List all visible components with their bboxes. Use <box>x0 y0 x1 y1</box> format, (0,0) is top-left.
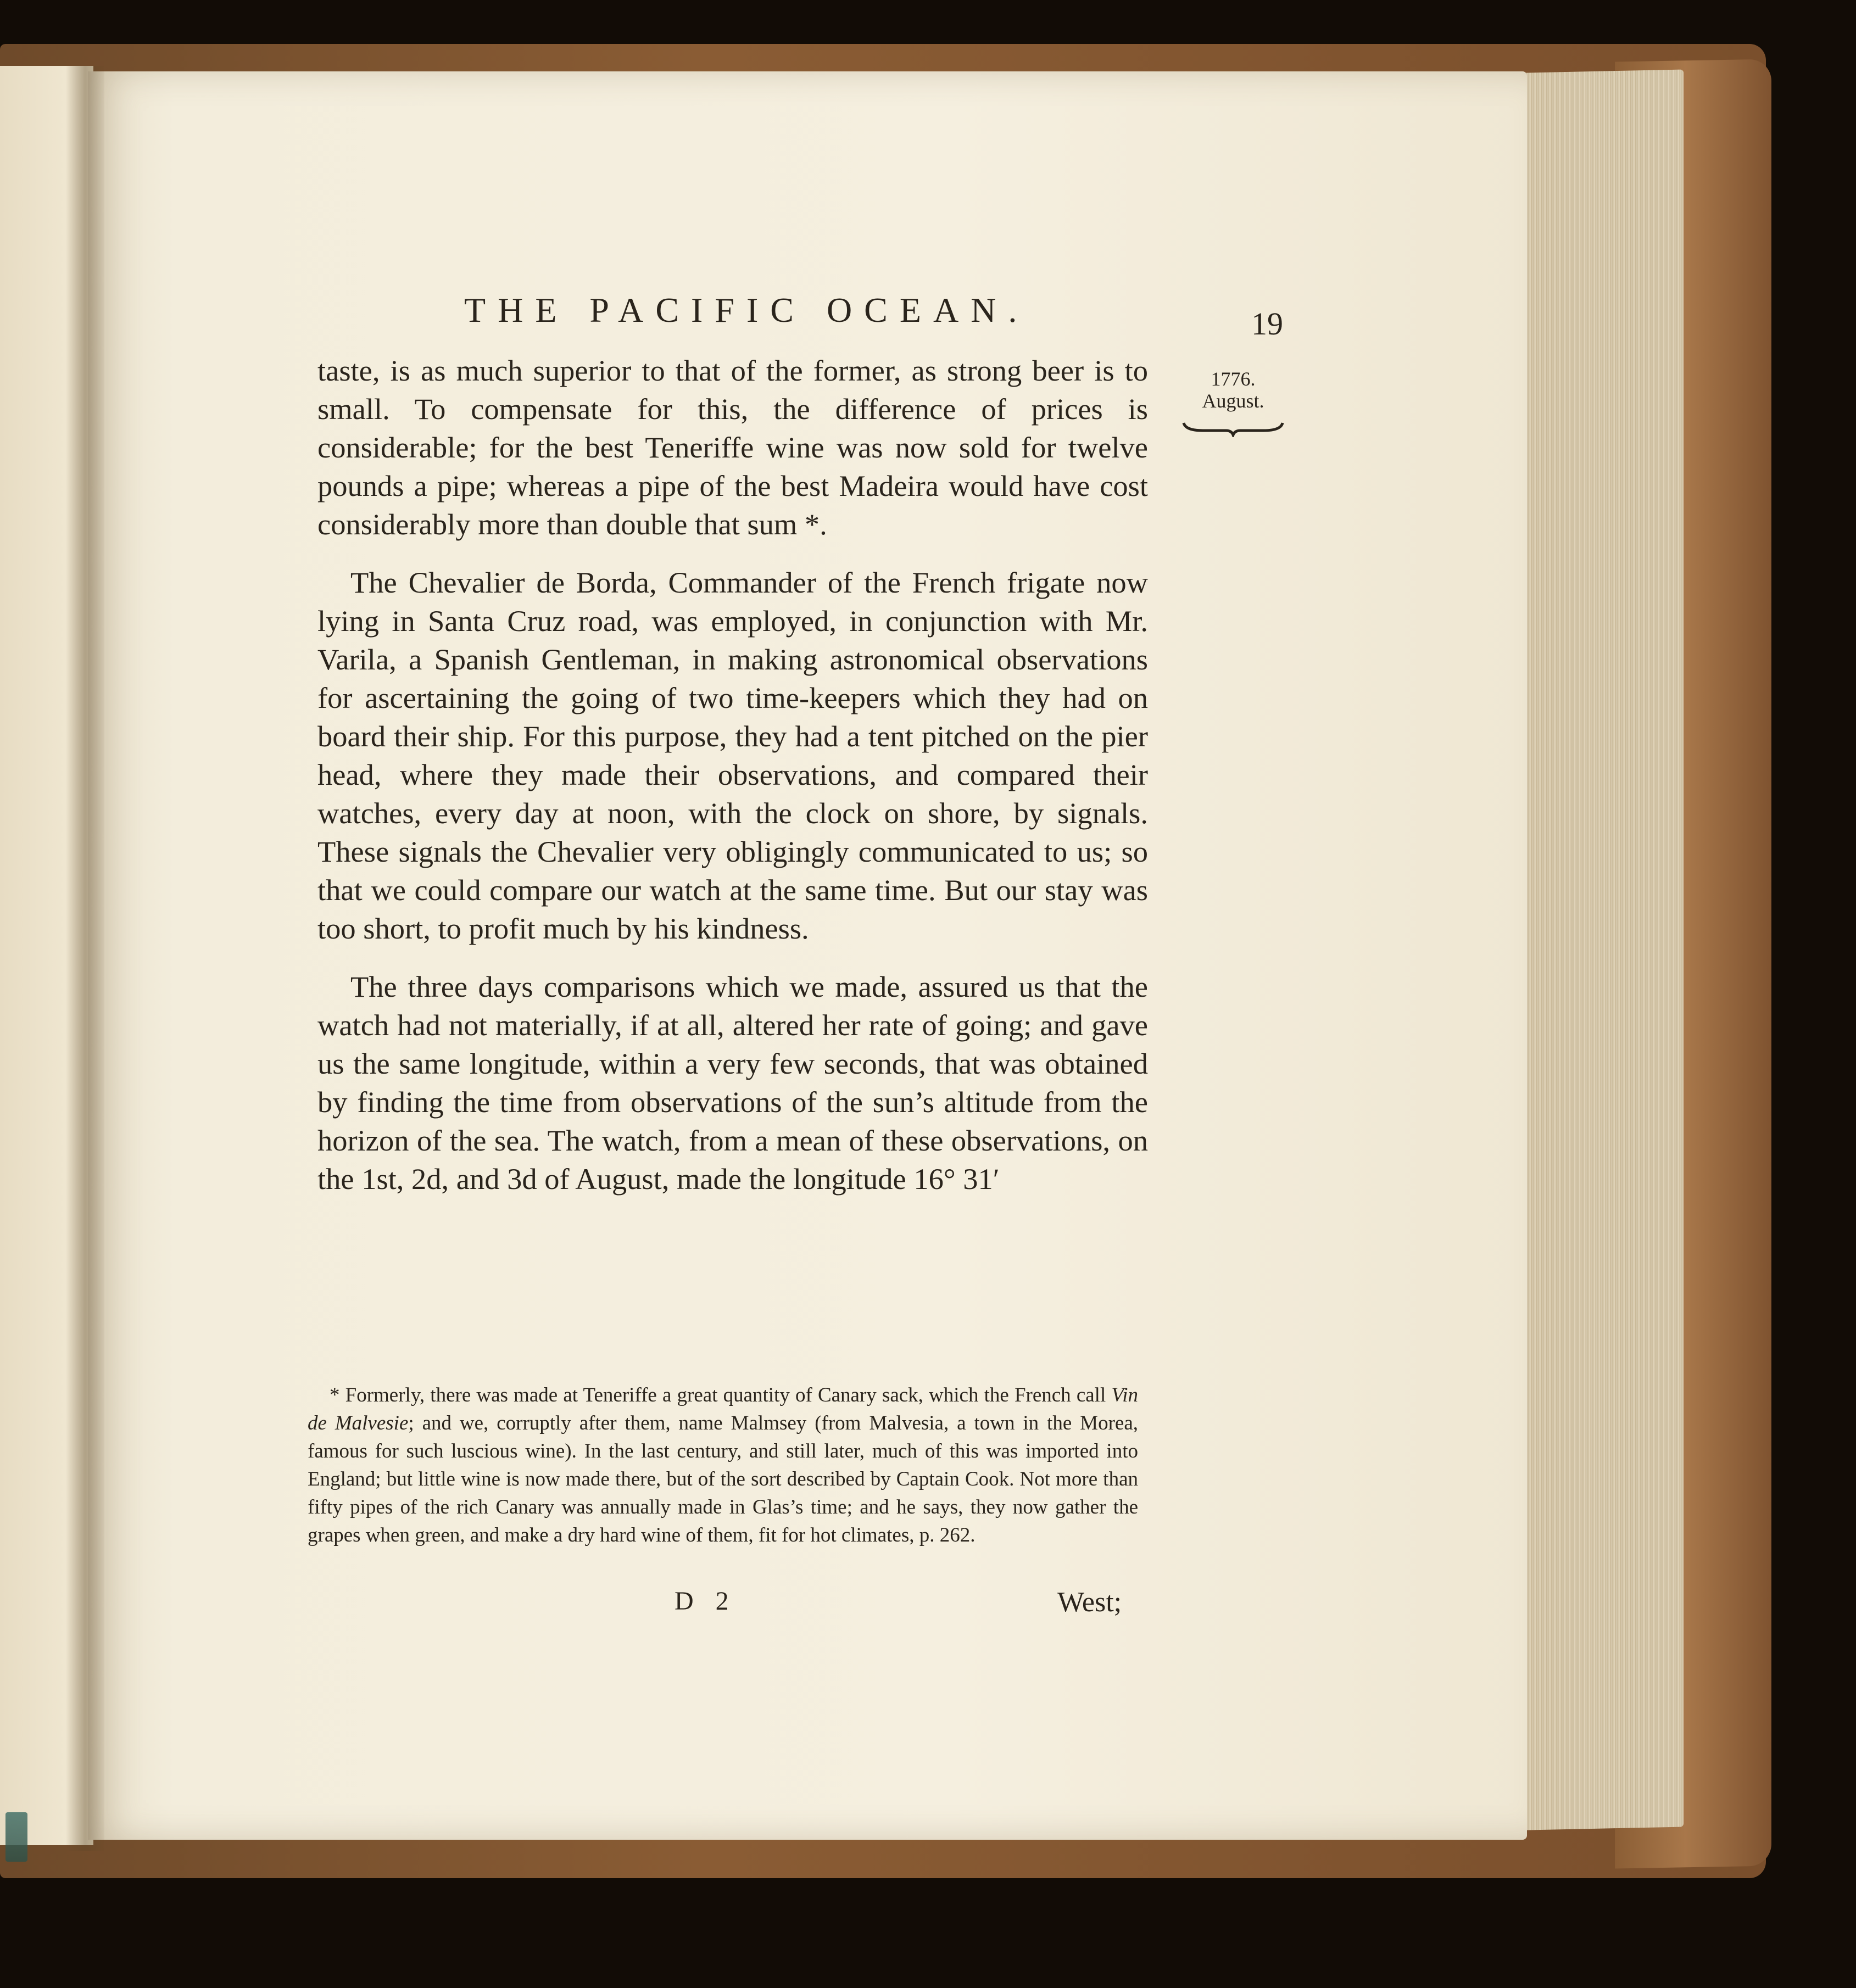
paragraph: taste, is as much superior to that of the former, as strong beer is to small. To compensate for this, the difference of prices is considerable; for the best Teneriffe wine was now sold for twelve pounds a pipe; whereas a pipe of the best Madeira would have cost considerably more than double that sum *. <box>317 354 1148 541</box>
signature-mark: D 2 <box>675 1587 737 1616</box>
footnote-text: ; and we, corruptly after them, name Malmsey (from Malvesia, a town in the Morea, famous for such luscious wine). In the last century, and still later, much of this was imported into England; but little wine is now made there, but of the sort described by Captain Cook. Not more than fifty pipes of the rich Canary was annually made in Glas’s time; and he says, they now gather the grapes when green, and make a dry hard wine of them, fit for hot climates, p. 262. <box>308 1412 1138 1546</box>
page-number: 19 <box>1251 306 1283 342</box>
margin-note-month: August. <box>1202 390 1264 412</box>
paragraph: The three days comparisons which we made, assured us that the watch had not materially, if at all, altered her rate of going; and gave us the same longitude, within a very few seconds, that was obtained by finding the time from observations of the sun’s altitude from the horizon of the sea. The watch, from a mean of these observations, on the 1st, 2d, and 3d of August, made the longitude 16° 31′ <box>317 970 1148 1196</box>
footnote-text: * Formerly, there was made at Teneriffe a great quantity of Canary sack, which the French call <box>330 1384 1112 1406</box>
footnote-italic: Vin de Malvesie <box>308 1384 1138 1434</box>
catchword: West; <box>1057 1587 1122 1618</box>
running-head: THE PACIFIC OCEAN. <box>464 291 1029 330</box>
margin-note-year: 1776. <box>1211 368 1256 390</box>
margin-brace-icon <box>1181 418 1285 437</box>
paragraph: The Chevalier de Borda, Commander of the French frigate now lying in Santa Cruz road, was employed, in conjunction with Mr. Varila, a Spanish Gentleman, in making astronomical observations for ascertaining the going of two time-keepers which they had on board their ship. For this purpose, they had a tent pitched on the pier head, where they made their observations, and compared their watches, every day at noon, with the clock on shore, by signals. These signals the Chevalier very obligingly communicated to us; so that we could compare our watch at the same time. But our stay was too short, to profit much by his kindness. <box>317 566 1148 945</box>
body-text <box>317 351 1148 1198</box>
ribbon-bookmark <box>5 1812 27 1862</box>
footnote <box>308 1381 1138 1549</box>
page-gutter <box>66 66 104 1851</box>
margin-note <box>1181 368 1285 412</box>
page-fore-edge <box>1502 70 1684 1831</box>
